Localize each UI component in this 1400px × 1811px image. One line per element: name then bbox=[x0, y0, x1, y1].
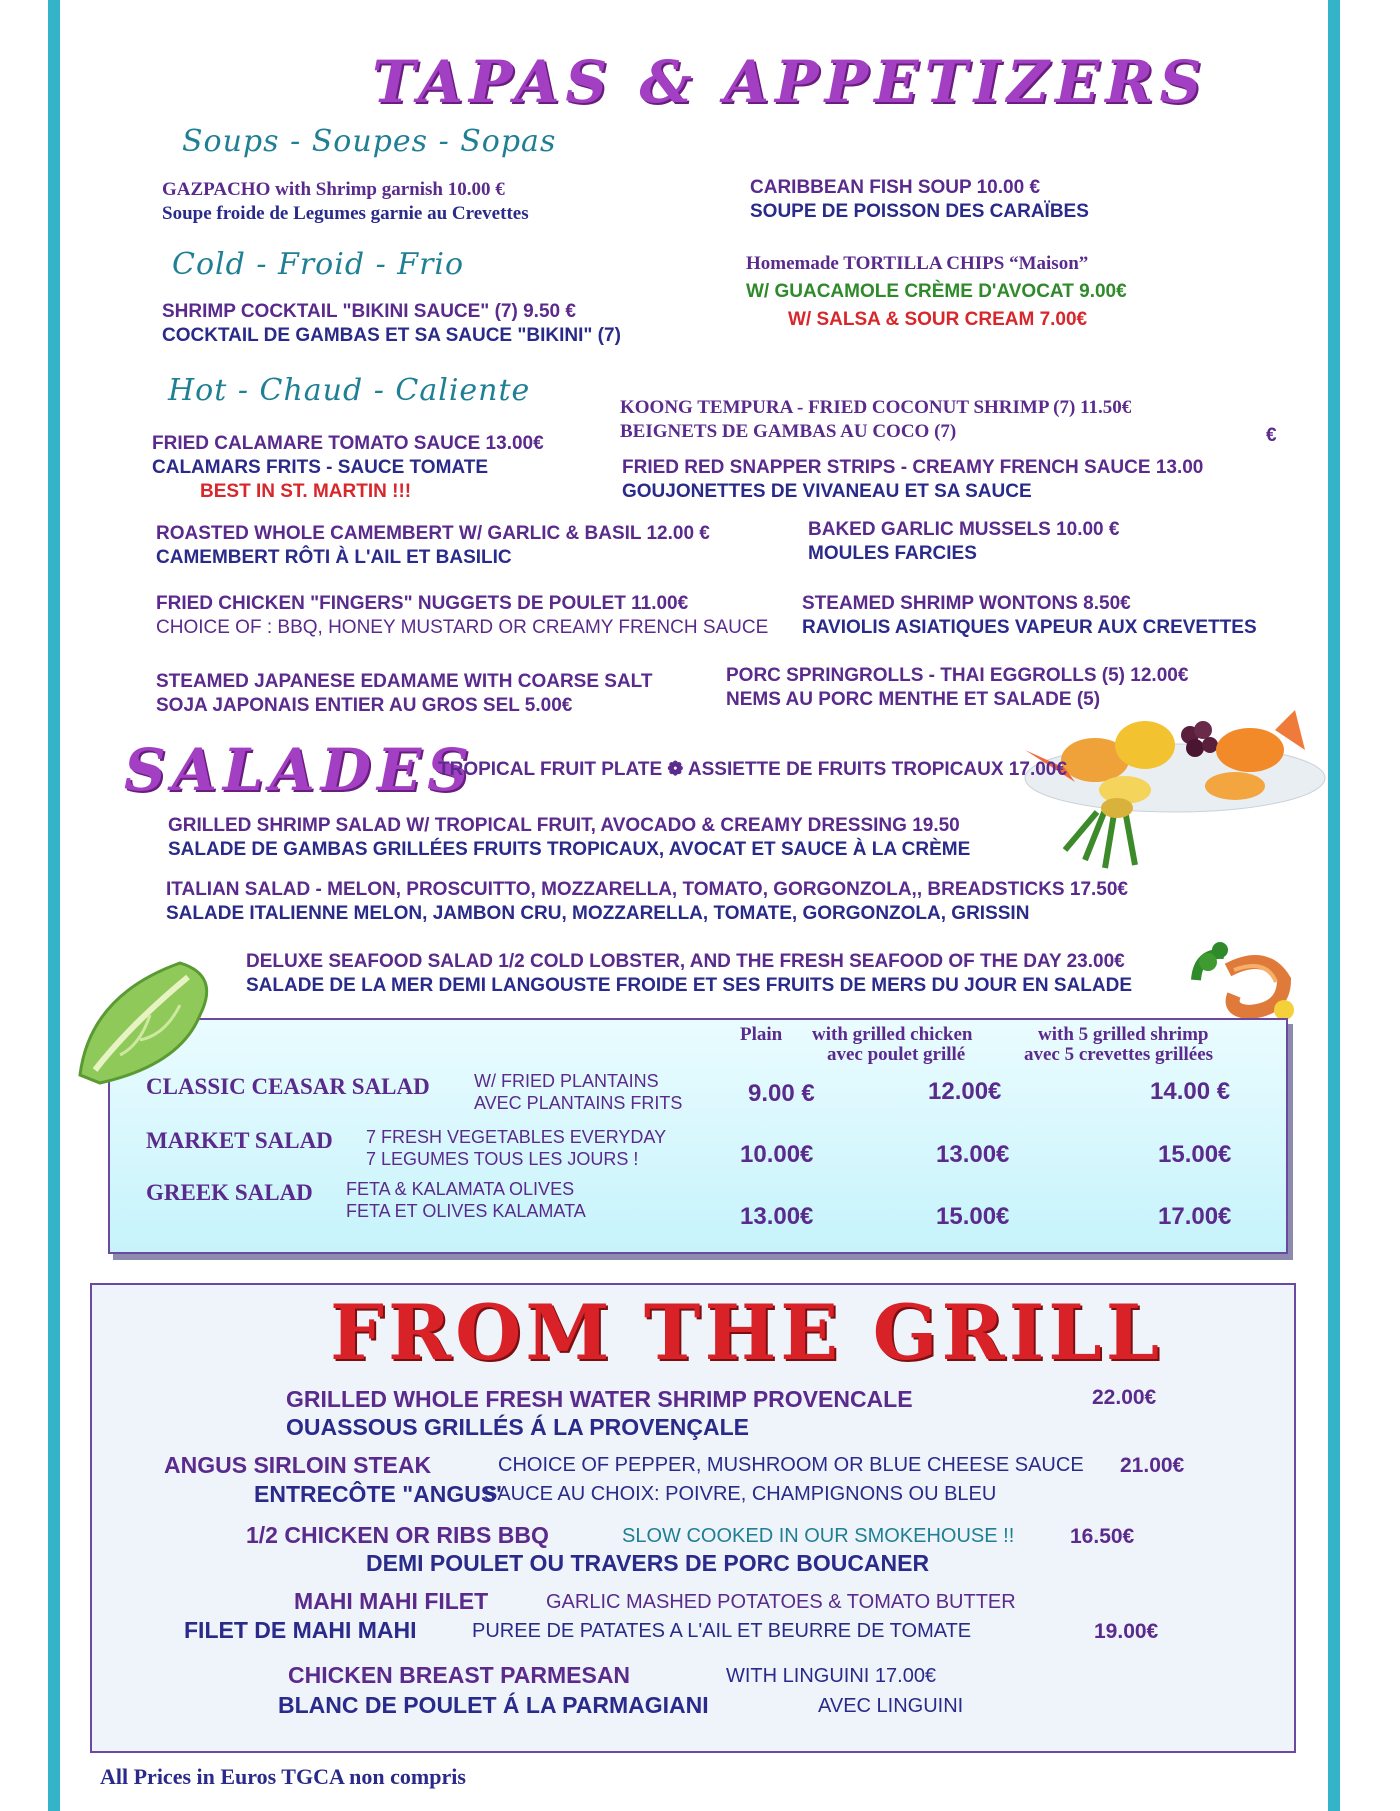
price-plain: 10.00€ bbox=[740, 1141, 814, 1168]
item-line: KOONG TEMPURA - FRIED COCONUT SHRIMP (7) 11.50€ bbox=[620, 397, 1132, 418]
item-line: Homemade TORTILLA CHIPS “Maison” bbox=[746, 253, 1089, 274]
item-line: RAVIOLIS ASIATIQUES VAPEUR AUX CREVETTES bbox=[802, 617, 1257, 638]
salad-grilled-shrimp bbox=[168, 814, 970, 862]
header-shrimp: with 5 grilled shrimp bbox=[1038, 1024, 1209, 1045]
item-line: MOULES FARCIES bbox=[808, 543, 977, 564]
item-line: DELUXE SEAFOOD SALAD 1/2 COLD LOBSTER, AND THE FRESH SEAFOOD OF THE DAY 23.00€ bbox=[246, 951, 1125, 972]
grill-item-title: MAHI MAHI FILET bbox=[294, 1588, 489, 1614]
header-shrimp-fr: avec 5 crevettes grillées bbox=[1024, 1044, 1214, 1065]
salad-row-desc bbox=[474, 1070, 682, 1114]
shrimp-image bbox=[1188, 940, 1298, 1025]
item-line: CHOICE OF : BBQ, HONEY MUSTARD OR CREAMY FRENCH SAUCE bbox=[156, 617, 769, 638]
price-chicken: 13.00€ bbox=[936, 1141, 1010, 1168]
desc-line: 7 FRESH VEGETABLES EVERYDAY bbox=[366, 1127, 667, 1147]
item-wontons bbox=[802, 592, 1257, 640]
item-line: GAZPACHO with Shrimp garnish 10.00 € bbox=[162, 179, 505, 200]
grill-title: FROM THE GRILL bbox=[330, 1288, 1164, 1377]
item-line: BEST IN ST. MARTIN !!! bbox=[200, 481, 412, 502]
fruit-plate-image bbox=[1005, 690, 1327, 875]
desc-line: AVEC PLANTAINS FRITS bbox=[474, 1093, 683, 1113]
item-line: GRILLED SHRIMP SALAD W/ TROPICAL FRUIT, AVOCADO & CREAMY DRESSING 19.50 bbox=[168, 815, 960, 836]
item-line: PORC SPRINGROLLS - THAI EGGROLLS (5) 12.00€ bbox=[726, 665, 1189, 686]
grill-item-desc: CHOICE OF PEPPER, MUSHROOM OR BLUE CHEESE SAUCE bbox=[498, 1454, 1084, 1476]
grill-item-fr: FILET DE MAHI MAHI bbox=[184, 1617, 417, 1643]
item-line: COCKTAIL DE GAMBAS ET SA SAUCE "BIKINI" (7) bbox=[162, 325, 621, 346]
salades-title: SALADES bbox=[124, 736, 476, 804]
grill-item-title: GRILLED WHOLE FRESH WATER SHRIMP PROVENCALE bbox=[286, 1386, 913, 1412]
item-line: W/ GUACAMOLE CRÈME D'AVOCAT 9.00€ bbox=[746, 281, 1127, 302]
footer-note: All Prices in Euros TGCA non compris bbox=[100, 1764, 466, 1789]
item-line: FRIED CALAMARE TOMATO SAUCE 13.00€ bbox=[152, 433, 544, 454]
page-title: TAPAS & APPETIZERS bbox=[372, 48, 1208, 116]
item-tortilla bbox=[746, 252, 1127, 332]
item-snapper bbox=[622, 456, 1203, 504]
item-line: GOUJONETTES DE VIVANEAU ET SA SAUCE bbox=[622, 481, 1032, 502]
price-shrimp: 15.00€ bbox=[1158, 1141, 1232, 1168]
grill-item-fr: ENTRECÔTE "ANGUS' bbox=[254, 1481, 502, 1507]
price-shrimp: 17.00€ bbox=[1158, 1203, 1232, 1230]
item-fish-soup bbox=[750, 176, 1089, 224]
grill-item-price: 19.00€ bbox=[1094, 1620, 1159, 1643]
grill-item-title: 1/2 CHICKEN OR RIBS BBQ bbox=[246, 1522, 549, 1548]
grill-item-desc-fr: AVEC LINGUINI bbox=[818, 1695, 964, 1717]
item-line: STEAMED SHRIMP WONTONS 8.50€ bbox=[802, 593, 1131, 614]
salad-fruit-plate: TROPICAL FRUIT PLATE ❁ ASSIETTE DE FRUITS TROPICAUX 17.00€ bbox=[438, 759, 1067, 780]
item-line: SALADE DE GAMBAS GRILLÉES FRUITS TROPICAUX, AVOCAT ET SAUCE À LA CRÈME bbox=[168, 839, 971, 860]
lettuce-image bbox=[70, 955, 220, 1090]
grill-item-fr: OUASSOUS GRILLÉS Á LA PROVENÇALE bbox=[286, 1414, 750, 1440]
header-chicken-fr: avec poulet grillé bbox=[827, 1044, 966, 1065]
grill-item-desc: SLOW COOKED IN OUR SMOKEHOUSE !! bbox=[622, 1525, 1015, 1547]
item-shrimp-cocktail bbox=[162, 300, 621, 348]
header-chicken: with grilled chicken bbox=[812, 1024, 973, 1045]
salad-row-name: CLASSIC CEASAR SALAD bbox=[146, 1074, 430, 1099]
header-plain: Plain bbox=[740, 1024, 783, 1045]
item-line: Soupe froide de Legumes garnie au Crevettes bbox=[162, 203, 529, 224]
grill-item-title: CHICKEN BREAST PARMESAN bbox=[288, 1662, 631, 1688]
grill-item-price: 21.00€ bbox=[1120, 1454, 1185, 1477]
desc-line: 7 LEGUMES TOUS LES JOURS ! bbox=[366, 1149, 639, 1169]
item-line: SALADE DE LA MER DEMI LANGOUSTE FROIDE ET SES FRUITS DE MERS DU JOUR EN SALADE bbox=[246, 975, 1133, 996]
item-gazpacho bbox=[162, 178, 529, 226]
item-line: CARIBBEAN FISH SOUP 10.00 € bbox=[750, 177, 1041, 198]
item-line: NEMS AU PORC MENTHE ET SALADE (5) bbox=[726, 689, 1101, 710]
salad-seafood bbox=[246, 950, 1132, 998]
grill-item-price: 16.50€ bbox=[1070, 1525, 1135, 1548]
price-plain: 13.00€ bbox=[740, 1203, 814, 1230]
salad-row-name: GREEK SALAD bbox=[146, 1180, 313, 1205]
price-plain: 9.00 € bbox=[748, 1080, 815, 1107]
salad-italian bbox=[166, 878, 1128, 926]
section-cold: Cold - Froid - Frio bbox=[172, 247, 465, 282]
item-edamame bbox=[156, 670, 653, 718]
item-line: W/ SALSA & SOUR CREAM 7.00€ bbox=[788, 309, 1088, 330]
grill-item-desc: GARLIC MASHED POTATOES & TOMATO BUTTER bbox=[546, 1591, 1016, 1613]
item-line: FRIED RED SNAPPER STRIPS - CREAMY FRENCH SAUCE 13.00 bbox=[622, 457, 1204, 478]
item-line: ITALIAN SALAD - MELON, PROSCUITTO, MOZZARELLA, TOMATO, GORGONZOLA,, BREADSTICKS 17.50€ bbox=[166, 879, 1128, 900]
item-line: STEAMED JAPANESE EDAMAME WITH COARSE SALT bbox=[156, 671, 653, 692]
item-calamare bbox=[152, 432, 544, 504]
desc-line: W/ FRIED PLANTAINS bbox=[474, 1071, 659, 1091]
desc-line: FETA & KALAMATA OLIVES bbox=[346, 1179, 575, 1199]
item-line: SOUPE DE POISSON DES CARAÏBES bbox=[750, 201, 1089, 222]
item-chicken-fingers bbox=[156, 592, 768, 640]
grill-item-desc-fr: SAUCE AU CHOIX: POIVRE, CHAMPIGNONS OU BLEU bbox=[484, 1483, 997, 1505]
salad-row-desc bbox=[346, 1178, 586, 1222]
price-chicken: 12.00€ bbox=[928, 1078, 1002, 1105]
grill-item-desc: WITH LINGUINI 17.00€ bbox=[726, 1665, 937, 1687]
item-mussels bbox=[808, 518, 1119, 566]
item-line: FRIED CHICKEN "FINGERS" NUGGETS DE POULET 11.00€ bbox=[156, 593, 689, 614]
item-line: BAKED GARLIC MUSSELS 10.00 € bbox=[808, 519, 1120, 540]
item-line: CALAMARS FRITS - SAUCE TOMATE bbox=[152, 457, 489, 478]
item-line: SHRIMP COCKTAIL "BIKINI SAUCE" (7) 9.50 € bbox=[162, 301, 576, 322]
item-line: CAMEMBERT RÔTI À L'AIL ET BASILIC bbox=[156, 547, 512, 568]
section-soups: Soups - Soupes - Sopas bbox=[182, 124, 557, 159]
salad-row-name: MARKET SALAD bbox=[146, 1128, 333, 1153]
item-koong-euro: € bbox=[1266, 425, 1277, 446]
price-chicken: 15.00€ bbox=[936, 1203, 1010, 1230]
grill-item-desc-fr: PUREE DE PATATES A L'AIL ET BEURRE DE TOMATE bbox=[472, 1620, 972, 1642]
item-line: ROASTED WHOLE CAMEMBERT W/ GARLIC & BASIL 12.00 € bbox=[156, 523, 710, 544]
grill-item-price: 22.00€ bbox=[1092, 1386, 1157, 1409]
item-line: SOJA JAPONAIS ENTIER AU GROS SEL 5.00€ bbox=[156, 695, 573, 716]
item-line: BEIGNETS DE GAMBAS AU COCO (7) bbox=[620, 421, 957, 442]
item-line: SALADE ITALIENNE MELON, JAMBON CRU, MOZZARELLA, TOMATE, GORGONZOLA, GRISSIN bbox=[166, 903, 1030, 924]
grill-item-fr: BLANC DE POULET Á LA PARMAGIANI bbox=[278, 1692, 709, 1718]
grill-item-fr: DEMI POULET OU TRAVERS DE PORC BOUCANER bbox=[366, 1550, 930, 1576]
item-koong-tempura bbox=[620, 396, 1131, 444]
desc-line: FETA ET OLIVES KALAMATA bbox=[346, 1201, 586, 1221]
item-camembert bbox=[156, 522, 710, 570]
salad-row-desc bbox=[366, 1126, 666, 1170]
price-shrimp: 14.00 € bbox=[1150, 1078, 1231, 1105]
section-hot: Hot - Chaud - Caliente bbox=[168, 373, 531, 408]
grill-item-title: ANGUS SIRLOIN STEAK bbox=[164, 1452, 432, 1478]
